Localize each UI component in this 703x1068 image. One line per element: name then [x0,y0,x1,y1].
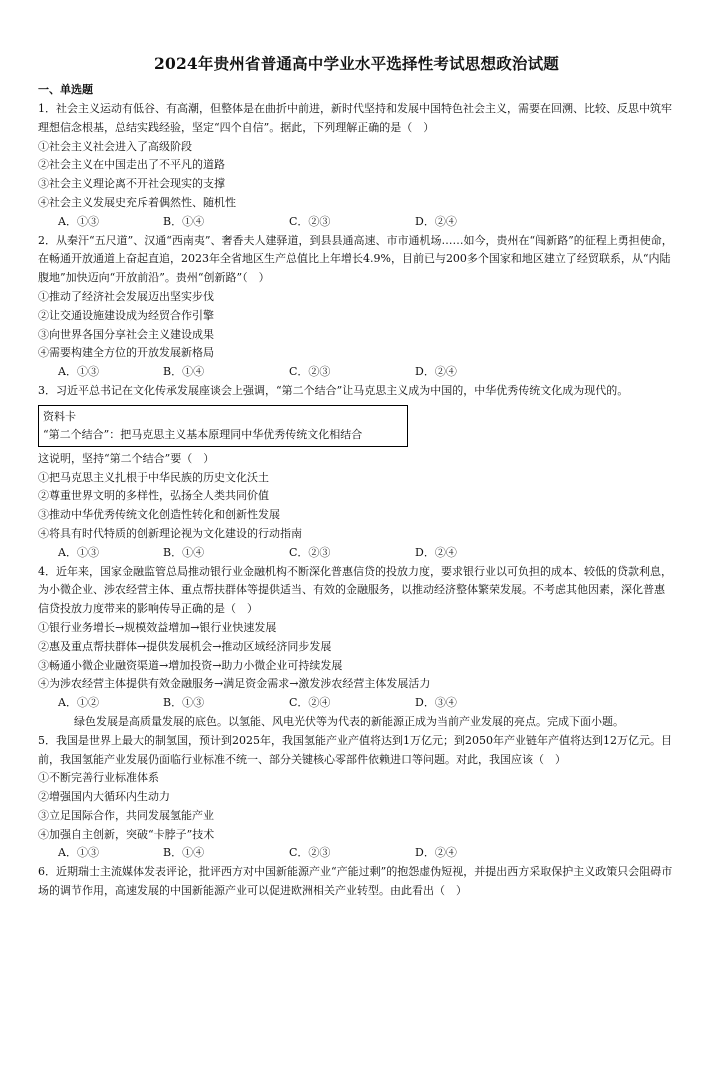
answer-choices [38,213,675,232]
choice-a: A．①③ [58,846,99,860]
section-heading: 一、单选题 [38,83,93,96]
choice-b: B．①④ [163,846,205,860]
question-stem: 6．近期瑞士主流媒体发表评论，批评西方对中国新能源产业“产能过剩”的抱怨虚伪短视，并提出西方采取保护主义政策只会阻碍市场的调节作用，高速发展的中国新能源产业可以促进欧洲相关产业转型。由此看出（ ） [38,865,673,898]
question-stem: 5．我国是世界上最大的制氢国，预计到2025年，我国氢能产业产值将达到1万亿元；到2050年产业链年产值将达到12万亿元。目前，我国氢能产业发展仍面临行业标准不统一、部分关键核心零部件依赖进口等问题。对此，我国应该（ ） [38,733,672,766]
question-3 [38,382,675,563]
option-item: ③社会主义理论离不开社会现实的支撑 [38,177,225,191]
choice-a: A．①③ [58,545,99,559]
choice-c: C．②③ [289,214,331,228]
option-item: ④社会主义发展史充斥着偶然性、随机性 [38,195,236,209]
question-6 [38,863,675,901]
choice-b: B．①④ [163,365,205,379]
choice-d: D．②④ [415,365,457,379]
exam-page [0,54,703,1068]
answer-choices [38,844,675,863]
question-stem: 2．从秦汗“五尺道”、汉通“西南夷”、奢香夫人建驿道，到县县通高速、市市通机场……如今，贵州在“闯新路”的征程上勇担使命，在畅通开放通道上奋起直追，2023年全省地区生产总值比上年增长4.9%，目前已与200多个国家和地区建立了经贸联系，从“内陆腹地”加快迈向“开放前沿”。贵州“创新路”（ ） [38,233,673,285]
option-item: ②尊重世界文明的多样性，弘扬全人类共同价值 [38,489,269,503]
choice-a: A．①③ [58,214,99,228]
choice-c: C．②③ [289,545,331,559]
info-card-title: 资料卡 [43,409,76,423]
choice-c: C．②④ [289,696,331,710]
answer-choices [38,544,675,563]
choice-a: A．①② [58,696,99,710]
question-2 [38,232,675,382]
option-item: ③立足国际合作，共同发展氢能产业 [38,808,214,822]
question-1 [38,100,675,232]
choice-b: B．①③ [163,696,205,710]
option-item: ④为涉农经营主体提供有效金融服务→满足资金需求→激发涉农经营主体发展活力 [38,677,431,691]
choice-d: D．②④ [415,214,457,228]
option-item: ②社会主义在中国走出了不平凡的道路 [38,158,225,172]
choice-d: D．③④ [415,696,457,710]
option-item: ②惠及重点帮扶群体→提供发展机会→推动区域经济同步发展 [38,639,332,653]
option-item: ④加强自主创新，突破“卡脖子”技术 [38,827,215,841]
choice-c: C．②③ [289,365,331,379]
question-5 [38,732,675,864]
question-stem: 4．近年来，国家金融监管总局推动银行业金融机构不断深化普惠信贷的投放力度，要求银行业以可负担的成本、较低的贷款利息，为小微企业、涉农经营主体、重点帮扶群体等提供适当、有效的金融服务，以推动经济整体繁荣发展。不考虑其他因素，深化普惠信贷投放力度带来的影响传导正确的是（ ） [38,564,672,616]
option-item: ①社会主义社会进入了高级阶段 [38,139,192,153]
answer-choices [38,363,675,382]
choice-b: B．①④ [163,214,205,228]
choice-a: A．①③ [58,365,99,379]
option-item: ②增强国内大循环内生动力 [38,790,170,804]
option-item: ③向世界各国分享社会主义建设成果 [38,327,214,341]
choice-d: D．②④ [415,545,457,559]
question-prompt: 这说明，坚持“第二个结合”要（ ） [38,451,215,465]
option-item: ①银行业务增长→规模效益增加→银行业快速发展 [38,620,277,634]
question-stem: 3．习近平总书记在文化传承发展座谈会上强调，“第二个结合”让马克思主义成为中国的，中华优秀传统文化成为现代的。 [38,383,629,397]
question-4 [38,563,675,713]
option-item: ①不断完善行业标准体系 [38,771,159,785]
option-item: ④需要构建全方位的开放发展新格局 [38,346,214,360]
info-card-text: “第二个结合”：把马克思主义基本原理同中华优秀传统文化相结合 [43,427,363,441]
question-stem: 1．社会主义运动有低谷、有高潮，但整体是在曲折中前进，新时代坚持和发展中国特色社会主义，需要在回溯、比较、反思中筑牢理想信念根基，总结实践经验，坚定“四个自信”。据此，下列理解正确的是（ ） [38,102,672,134]
option-item: ③推动中华优秀传统文化创造性转化和创新性发展 [38,508,280,522]
page-title: 2024年贵州省普通高中学业水平选择性考试思想政治试题 [153,54,560,73]
group-intro: 绿色发展是高质量发展的底色。以氢能、风电光伏等为代表的新能源正成为当前产业发展的亮点。完成下面小题。 [74,714,624,728]
answer-choices [38,694,675,713]
choice-d: D．②④ [415,846,457,860]
choice-c: C．②③ [289,846,331,860]
option-item: ④将具有时代特质的创新理论视为文化建设的行动指南 [38,526,302,540]
option-item: ①推动了经济社会发展迈出坚实步伐 [38,289,214,303]
choice-b: B．①④ [163,545,205,559]
option-item: ②让交通设施建设成为经贸合作引擎 [38,308,214,322]
info-card [38,405,408,447]
option-item: ③畅通小微企业融资渠道→增加投资→助力小微企业可持续发展 [38,658,343,672]
option-item: ①把马克思主义扎根于中华民族的历史文化沃土 [38,470,269,484]
